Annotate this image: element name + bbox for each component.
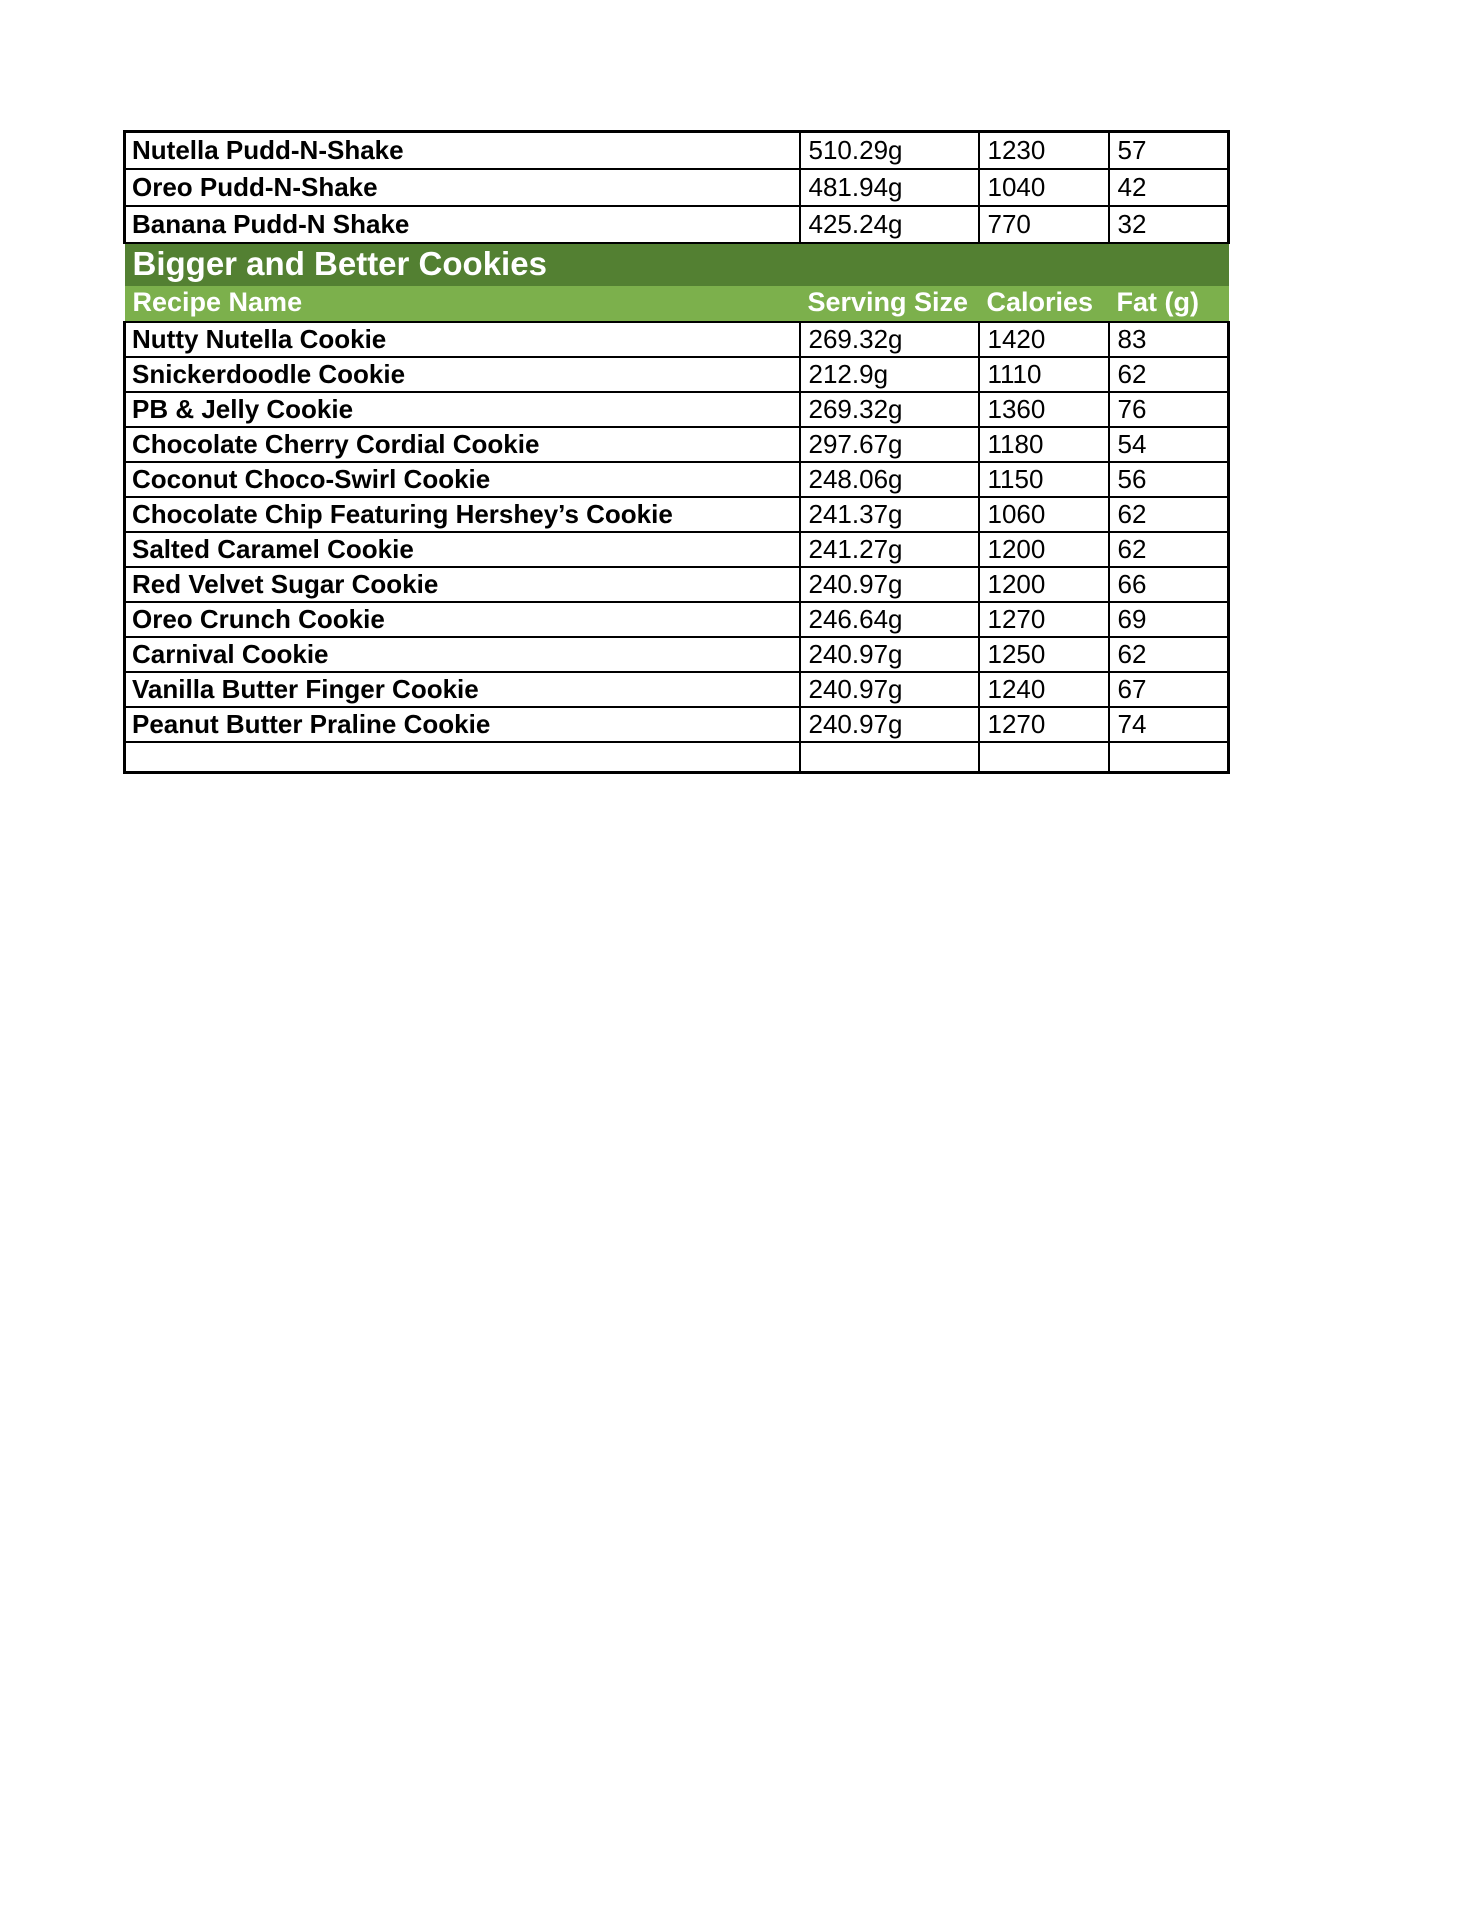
table-row [125,357,1229,392]
cell-fat: 32 [1109,206,1229,243]
cell-recipe-name: Oreo Crunch Cookie [125,602,800,637]
empty-row [125,742,1229,773]
cell-serving-size: 425.24g [800,206,979,243]
table-row [125,462,1229,497]
cell-fat: 62 [1109,497,1229,532]
table-row [125,497,1229,532]
cell-serving-size: 241.27g [800,532,979,567]
cell-recipe-name: Peanut Butter Praline Cookie [125,707,800,742]
cell-fat: 69 [1109,602,1229,637]
cell-serving-size: 297.67g [800,427,979,462]
table-row [125,392,1229,427]
cell-calories: 1230 [979,132,1109,169]
cell-fat: 74 [1109,707,1229,742]
cell-recipe-name: Banana Pudd-N Shake [125,206,800,243]
cell-recipe-name: Carnival Cookie [125,637,800,672]
cell-recipe-name: Red Velvet Sugar Cookie [125,567,800,602]
cell-recipe-name: Vanilla Butter Finger Cookie [125,672,800,707]
cell-recipe-name: Nutty Nutella Cookie [125,322,800,357]
table-row [125,427,1229,462]
table-row [125,322,1229,357]
cell-serving-size: 212.9g [800,357,979,392]
cell-fat: 42 [1109,169,1229,206]
cell-fat: 62 [1109,532,1229,567]
cell-recipe-name: PB & Jelly Cookie [125,392,800,427]
cell-serving-size: 240.97g [800,637,979,672]
nutrition-table [123,130,1230,774]
cell-serving-size: 240.97g [800,567,979,602]
cell-recipe-name: Nutella Pudd-N-Shake [125,132,800,169]
cell-fat [1109,742,1229,773]
cell-fat: 56 [1109,462,1229,497]
cell-fat: 62 [1109,357,1229,392]
header-calories: Calories [979,286,1109,322]
table-row [125,206,1229,243]
cell-recipe-name: Chocolate Chip Featuring Hershey’s Cookie [125,497,800,532]
cell-serving-size: 481.94g [800,169,979,206]
cell-calories: 1250 [979,637,1109,672]
cell-calories: 1180 [979,427,1109,462]
cell-serving-size [800,742,979,773]
header-serving-size: Serving Size [800,286,979,322]
cell-calories: 1200 [979,532,1109,567]
cell-serving-size: 240.97g [800,707,979,742]
section-title: Bigger and Better Cookies [125,243,1229,286]
cell-fat: 76 [1109,392,1229,427]
cell-recipe-name: Oreo Pudd-N-Shake [125,169,800,206]
table-row [125,567,1229,602]
cell-calories: 1360 [979,392,1109,427]
cell-recipe-name: Chocolate Cherry Cordial Cookie [125,427,800,462]
header-fat: Fat (g) [1109,286,1229,322]
cell-calories: 1110 [979,357,1109,392]
column-header-row [125,286,1229,322]
section-header-row [125,243,1229,286]
header-recipe-name: Recipe Name [125,286,800,322]
cell-calories: 1150 [979,462,1109,497]
cell-serving-size: 269.32g [800,392,979,427]
cell-serving-size: 248.06g [800,462,979,497]
cell-serving-size: 269.32g [800,322,979,357]
cell-serving-size: 510.29g [800,132,979,169]
cell-calories: 1270 [979,602,1109,637]
table-row [125,169,1229,206]
cell-calories: 1060 [979,497,1109,532]
cell-calories: 1040 [979,169,1109,206]
table-row [125,132,1229,169]
cell-fat: 54 [1109,427,1229,462]
cell-recipe-name: Snickerdoodle Cookie [125,357,800,392]
cell-calories: 1240 [979,672,1109,707]
cell-fat: 83 [1109,322,1229,357]
cell-serving-size: 241.37g [800,497,979,532]
table-row [125,707,1229,742]
cell-recipe-name: Coconut Choco-Swirl Cookie [125,462,800,497]
table-row [125,672,1229,707]
cell-fat: 57 [1109,132,1229,169]
cell-calories [979,742,1109,773]
table-row [125,602,1229,637]
cell-recipe-name: Salted Caramel Cookie [125,532,800,567]
cell-serving-size: 246.64g [800,602,979,637]
cell-calories: 1200 [979,567,1109,602]
cell-serving-size: 240.97g [800,672,979,707]
cell-calories: 1420 [979,322,1109,357]
cell-calories: 770 [979,206,1109,243]
table-row [125,532,1229,567]
cell-fat: 62 [1109,637,1229,672]
cell-recipe-name [125,742,800,773]
cell-calories: 1270 [979,707,1109,742]
cell-fat: 67 [1109,672,1229,707]
cell-fat: 66 [1109,567,1229,602]
table-row [125,637,1229,672]
